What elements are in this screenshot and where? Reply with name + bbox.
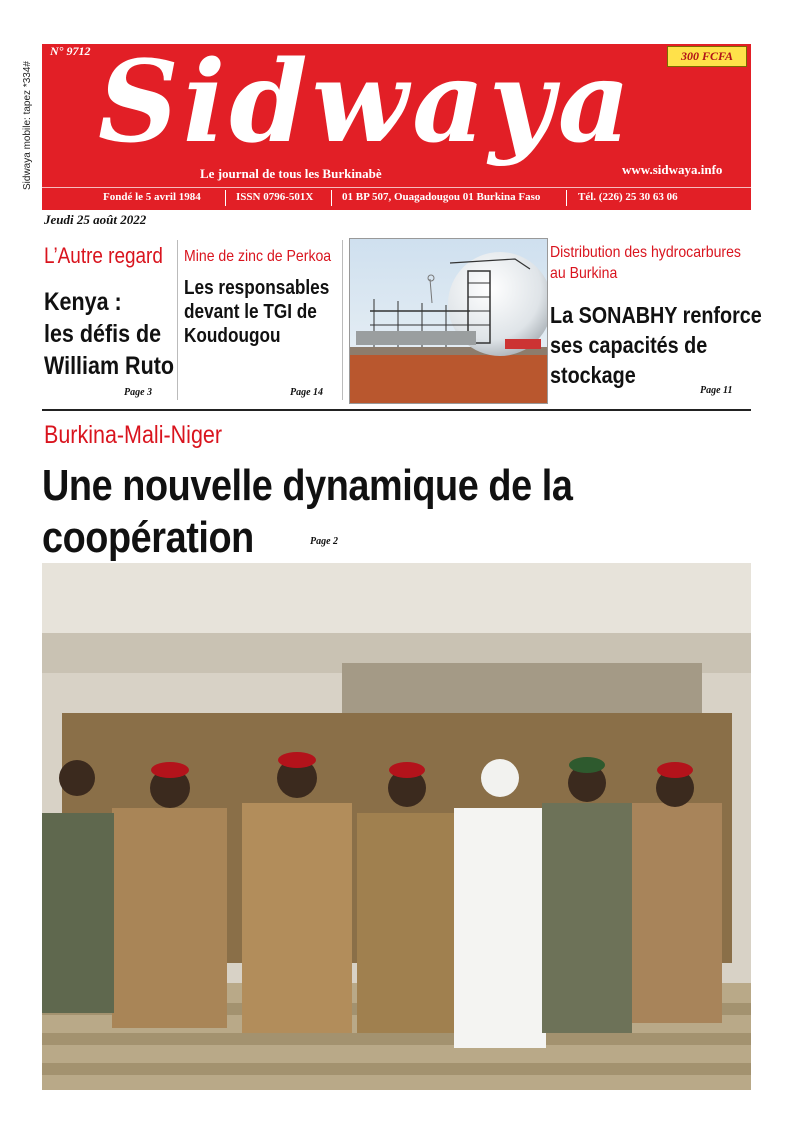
group-photo-illustration [42, 563, 751, 1090]
issue-date: Jeudi 25 août 2022 [44, 212, 147, 227]
page-ref: Page 11 [700, 385, 733, 396]
side-promo-text: Sidwaya mobile: tapez *334# [22, 61, 33, 190]
storage-tank-illustration [350, 239, 547, 403]
teaser-title-sonabhy[interactable] [550, 300, 762, 390]
teaser-title-line: Kenya : [44, 288, 122, 316]
teaser-kicker-perkoa: Mine de zinc de Perkoa [184, 248, 332, 265]
teaser-title-perkoa[interactable] [184, 276, 329, 348]
column-divider [177, 240, 178, 400]
teaser-kicker-hydrocarbures [550, 242, 741, 284]
kicker-line: au Burkina [550, 265, 618, 282]
phone-info: Tél. (226) 25 30 63 06 [578, 191, 678, 203]
military-delegation-photo [42, 563, 751, 1090]
teaser-title-line: devant le TGI de [184, 301, 317, 323]
page-ref: Page 14 [290, 387, 324, 398]
teaser-title-line: les défis de [44, 320, 162, 348]
founded-info: Fondé le 5 avril 1984 [103, 191, 201, 203]
teaser-title-kenya[interactable] [44, 286, 174, 382]
headline-line: Une nouvelle dynamique de la coopération [42, 461, 573, 562]
tagline: Le journal de tous les Burkinabè [200, 166, 382, 181]
teaser-kicker-autre-regard: L’Autre regard [44, 243, 163, 268]
teaser-title-line: Koudougou [184, 325, 281, 347]
info-separator [566, 190, 567, 206]
info-divider [42, 187, 751, 188]
column-divider [342, 240, 343, 400]
newspaper-logo: Sidwaya [98, 37, 635, 168]
teaser-title-line: William Ruto [44, 352, 175, 380]
issue-number: N° 9712 [50, 44, 91, 58]
teaser-title-line: La SONABHY renforce [550, 302, 762, 328]
page-ref: Page 2 [310, 536, 339, 547]
teaser-title-line: ses capacités de [550, 332, 708, 358]
kicker-line: Distribution des hydrocarbures [550, 244, 741, 261]
website-link[interactable]: www.sidwaya.info [622, 162, 723, 177]
address-info: 01 BP 507, Ouagadougou 01 Burkina Faso [342, 191, 541, 203]
page-ref: Page 3 [124, 387, 153, 398]
issn-info: ISSN 0796-501X [236, 191, 314, 203]
info-separator [331, 190, 332, 206]
section-rule [42, 409, 751, 411]
storage-tank-photo [349, 238, 548, 404]
info-separator [225, 190, 226, 206]
teaser-title-line: Les responsables [184, 277, 330, 299]
main-story-kicker: Burkina-Mali-Niger [44, 421, 223, 449]
teaser-title-line: stockage [550, 362, 636, 388]
price-badge: 300 FCFA [667, 46, 747, 67]
